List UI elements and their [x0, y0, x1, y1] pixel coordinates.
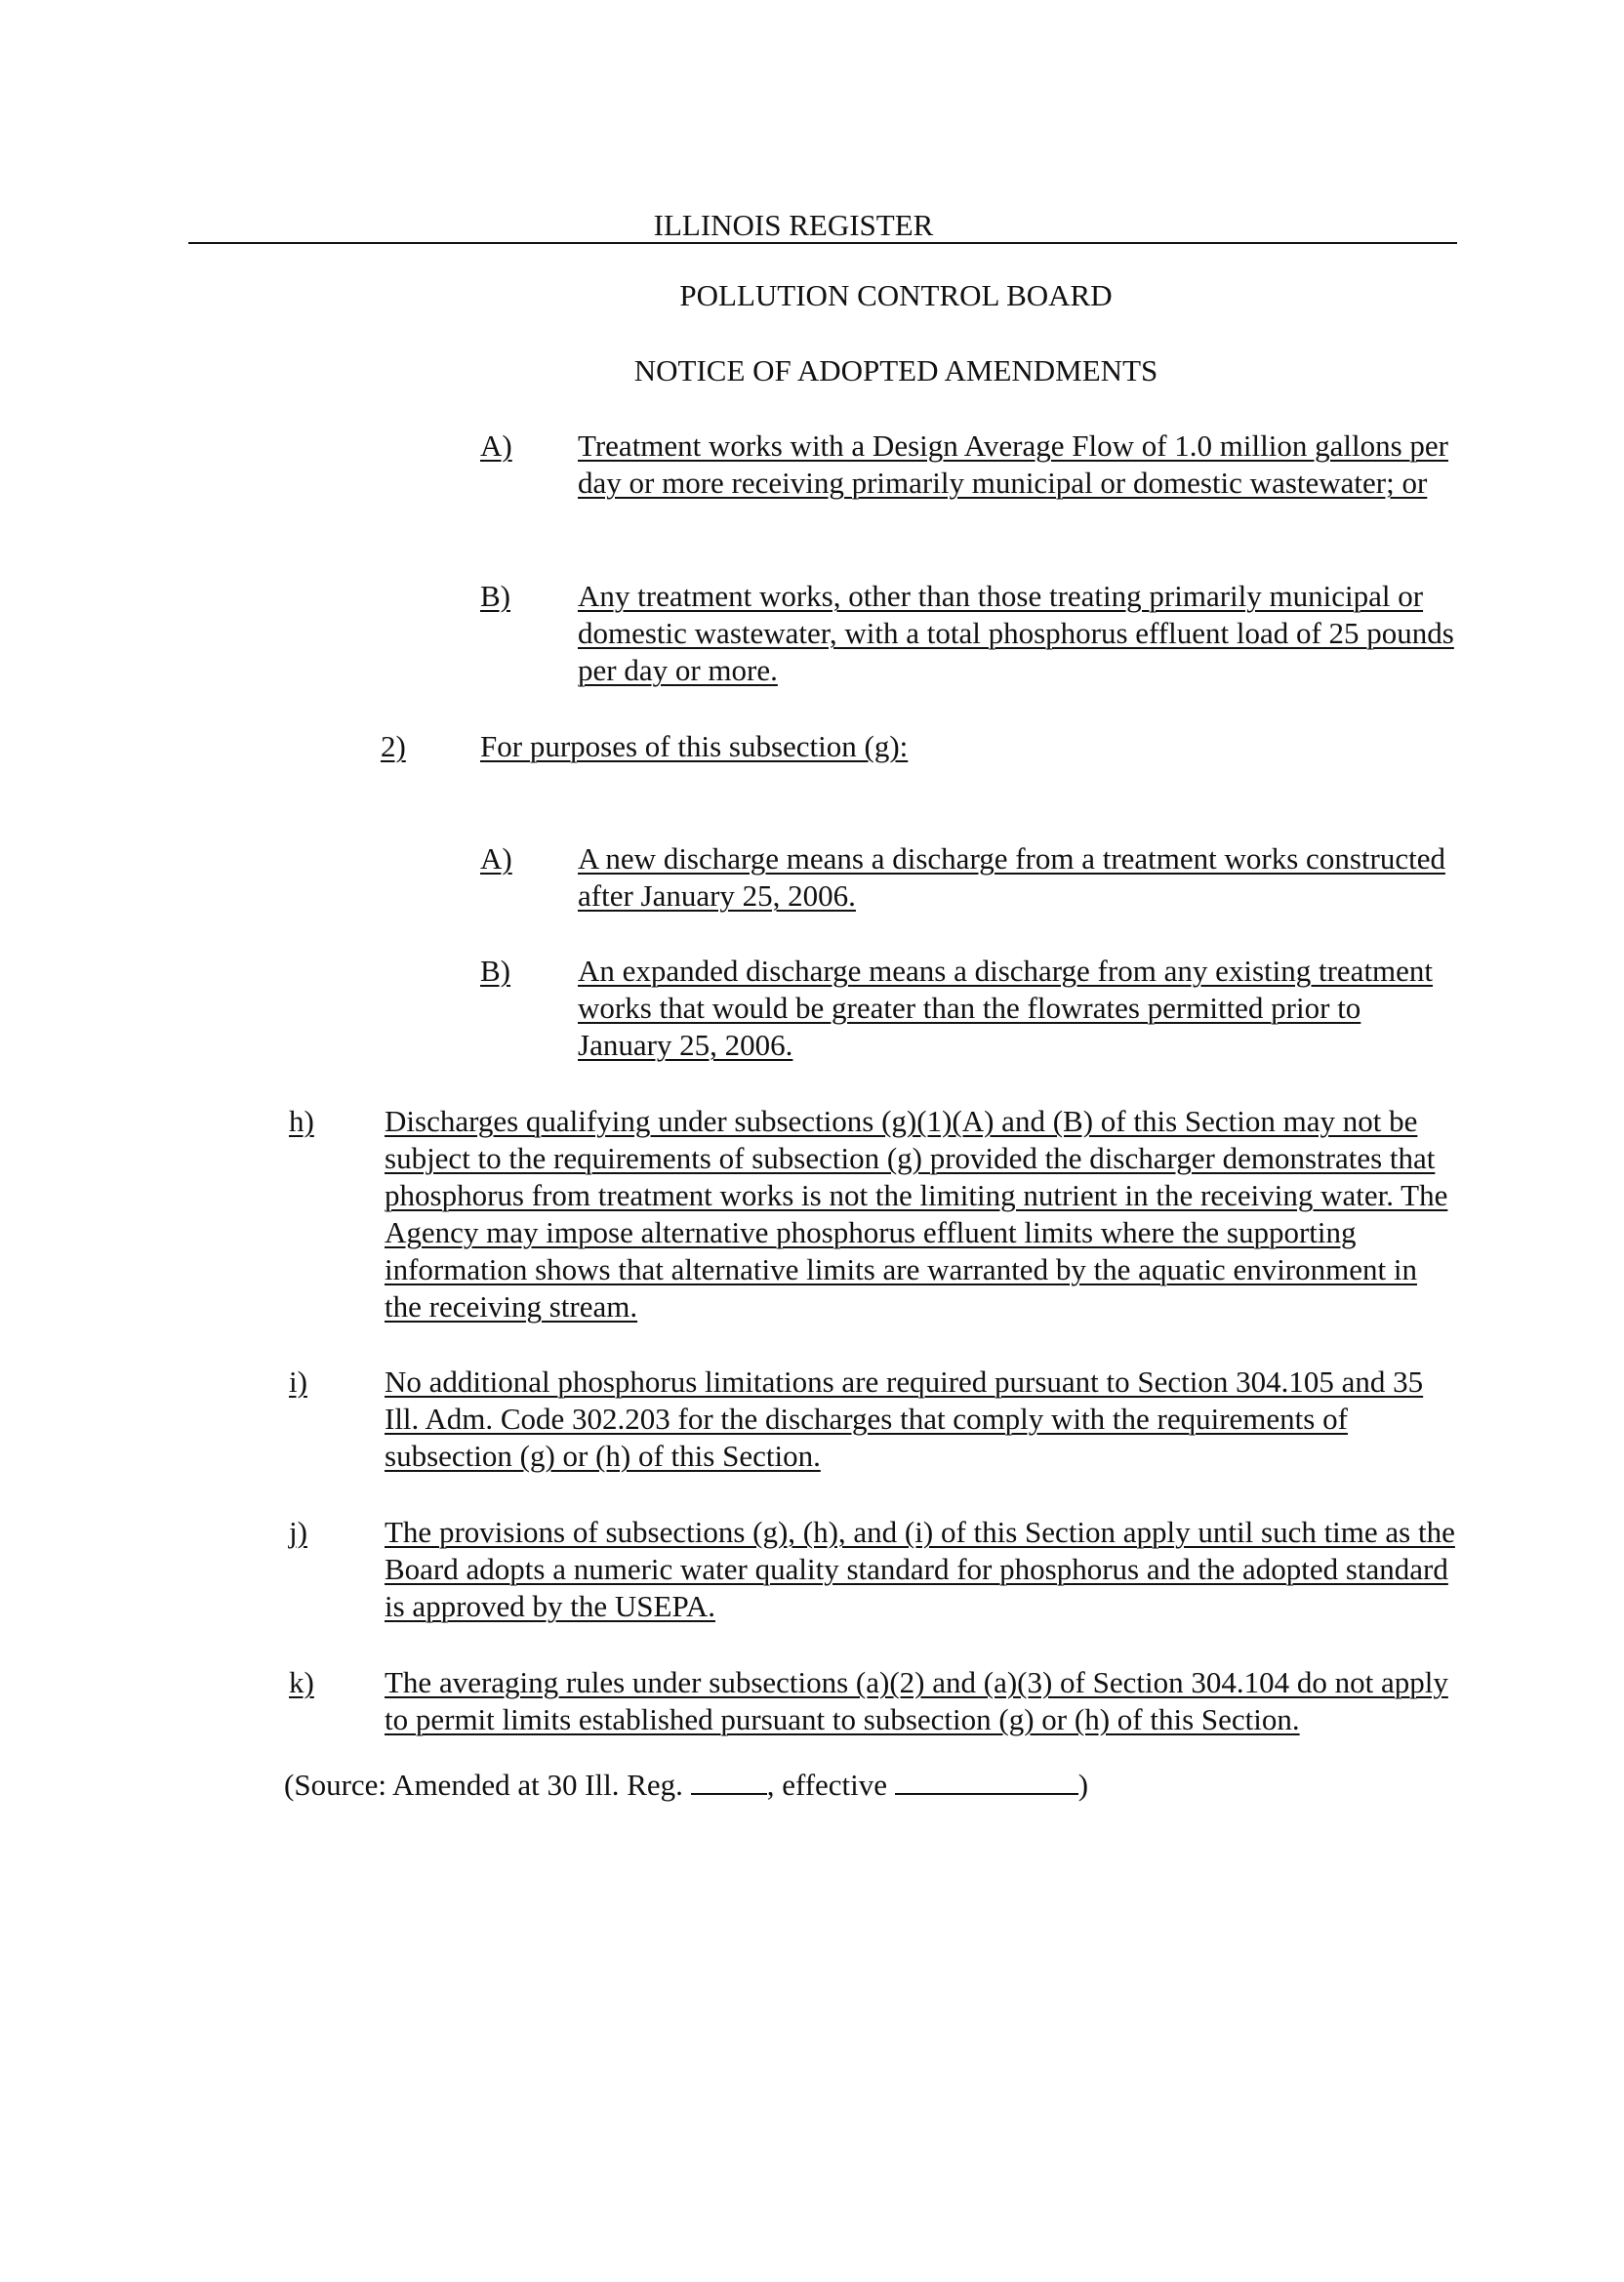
item-label: A)	[480, 428, 512, 463]
item-label: i)	[289, 1365, 307, 1399]
item-text: A new discharge means a discharge from a treatment works constructed after January 25, 2006.	[578, 841, 1445, 913]
source-suffix: )	[1077, 1768, 1089, 1802]
board-title: POLLUTION CONTROL BOARD	[679, 278, 1113, 312]
effective-date-blank	[895, 1768, 1078, 1795]
item-label: B)	[480, 954, 510, 988]
item-label: h)	[289, 1104, 314, 1138]
item-text: Treatment works with a Design Average Flow of 1.0 million gallons per day or more receiving primarily municipal or domestic wastewater; or	[578, 428, 1448, 500]
source-prefix: (Source: Amended at 30 Ill. Reg.	[284, 1768, 683, 1802]
register-page-blank	[691, 1768, 767, 1795]
item-label: B)	[480, 579, 510, 613]
source-note	[284, 1767, 1088, 1804]
item-label: 2)	[381, 729, 406, 763]
item-text: No additional phosphorus limitations are required pursuant to Section 304.105 and 35 Ill. Adm. Code 302.203 for the discharges that comply with the requirements of subsection (g) or (h) of this Section.	[385, 1365, 1424, 1473]
item-text: Discharges qualifying under subsections (g)(1)(A) and (B) of this Section may not be subject to the requirements of subsection (g) provided the discharger demonstrates that phosphorus from treatment works is not the limiting nutrient in the receiving water. The Agency may impose alternative phosphorus effluent limits where the supporting information shows that alternative limits are warranted by the aquatic environment in the receiving stream.	[385, 1104, 1448, 1324]
item-text: An expanded discharge means a discharge from any existing treatment works that would be greater than the flowrates permitted prior to January 25, 2006.	[578, 954, 1434, 1062]
item-label: A)	[480, 841, 512, 876]
source-middle: , effective	[766, 1768, 888, 1802]
register-header	[188, 207, 1457, 244]
item-text: Any treatment works, other than those treating primarily municipal or domestic wastewater, with a total phosphorus effluent load of 25 pounds per day or more.	[578, 579, 1454, 687]
item-text: For purposes of this subsection (g):	[480, 729, 909, 763]
item-label: k)	[289, 1665, 314, 1699]
item-label: j)	[289, 1515, 307, 1549]
register-title: ILLINOIS REGISTER	[653, 208, 934, 242]
item-text: The averaging rules under subsections (a)(2) and (a)(3) of Section 304.104 do not apply to permit limits established pursuant to subsection (g) or (h) of this Section.	[385, 1665, 1448, 1736]
item-text: The provisions of subsections (g), (h), and (i) of this Section apply until such time as the Board adopts a numeric water quality standard for phosphorus and the adopted standard is approved by the USEPA.	[385, 1515, 1455, 1623]
notice-title: NOTICE OF ADOPTED AMENDMENTS	[633, 353, 1158, 387]
